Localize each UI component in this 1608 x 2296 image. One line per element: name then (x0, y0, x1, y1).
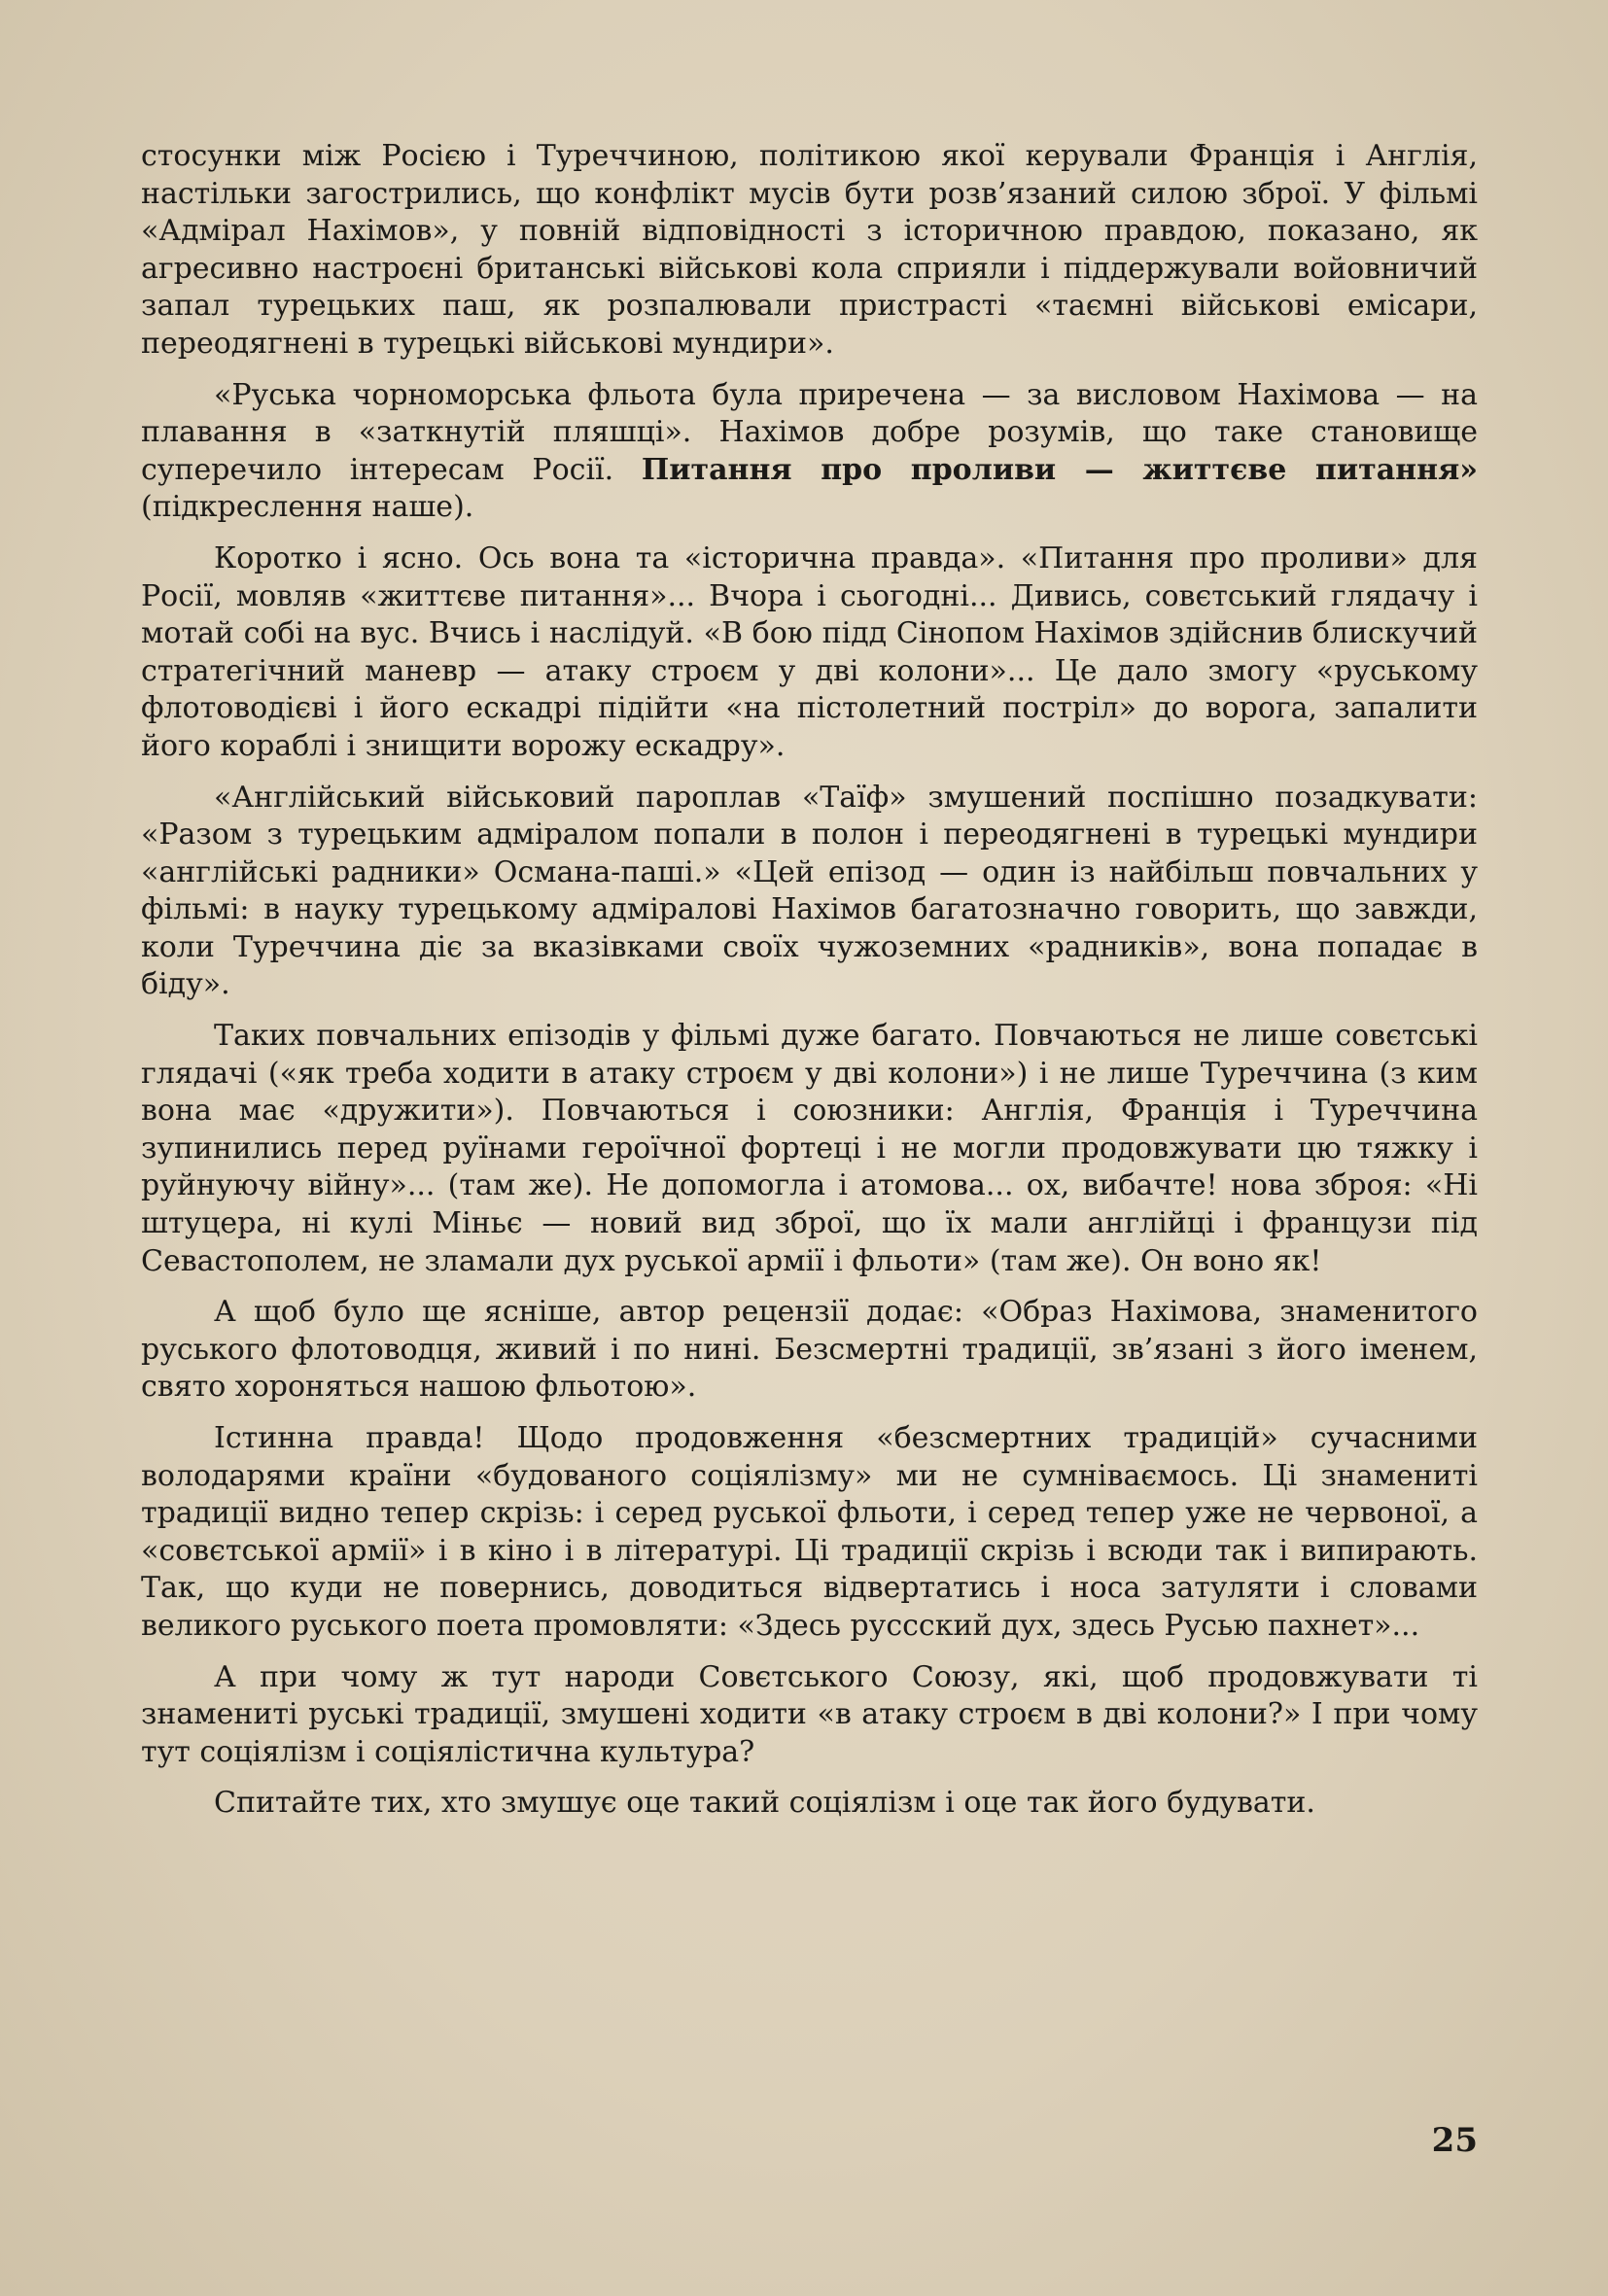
paragraph-1-text: стосунки між Росією і Туреччиною, політикою якої керували Франція і Англія, настільки загострились, що конфлікт мусів бути розв’язаний силою зброї. У фільмі «Адмірал Нахімов», у повній відповідності з історичною правдою, показано, як агресивно настроєні британські військові кола сприяли і піддержували войовничий запал турецьких паш, як розпалювали пристрасті «таємні військові емісари, переодягнені в турецькі військові мундири». (141, 139, 1478, 361)
paragraph-2-text: «Руська чорноморська фльота була приречена — за висловом Нахімова — на плавання в «заткнутій пляшці». Нахімов добре розумів, що таке становище суперечило інтересам Росії. (141, 377, 1478, 487)
page-number: 25 (1431, 2121, 1478, 2160)
paragraph-9-text: Спитайте тих, хто змушує оце такий соціялізм і оце так його будувати. (214, 1786, 1315, 1821)
paragraph-3 (141, 540, 1478, 766)
paragraph-5-text: Таких повчальних епізодів у фільмі дуже багато. Повчаються не лише совєтські глядачі («як треба ходити в атаку строєм у дві колони») і не лише Туреччина (з ким вона має «дружити»). Повчаються і союзники: Англія, Франція і Туреччина зупинились перед руїнами героїчної фортеці і не могли продовжувати цю тяжку і руйнуючу війну»... (там же). Не допомогла і атомова... ох, вибачте! нова зброя: «Ні штуцера, ні кулі Міньє — новий вид зброї, що їх мали англійці і французи під Севастополем, не зламали дух руської армії і фльоти» (там же). Он воно як! (141, 1019, 1478, 1278)
paragraph-4 (141, 780, 1478, 1005)
paragraph-3-text: Коротко і ясно. Ось вона та «історична правда». «Питання про проливи» для Росії, мовляв «життєве питання»... Вчора і сьогодні... Дивись, совєтський глядачу і мотай собі на вус. Вчись і наслідуй. «В бою підд Сінопом Нахімов здійснив блискучий стратегічний маневр — атаку строєм у дві колони»... Це дало змогу «руському флотоводієві і його ескадрі підійти «на пістолетний постріл» до ворога, запалити його кораблі і знищити ворожу ескадру». (141, 540, 1478, 763)
paragraph-2 (141, 377, 1478, 527)
paragraph-7 (141, 1420, 1478, 1646)
paragraph-2-tail: (підкреслення наше). (141, 490, 474, 525)
paragraph-2-bold-emphasis: Питання про проливи — життєве питання» (641, 452, 1478, 487)
paragraph-7-text: Істинна правда! Щодо продовження «безсмертних традицій» сучасними володарями країни «будованого соціялізму» ми не сумніваємось. Ці знамениті традиції видно тепер скрізь: і серед руської фльоти, і серед тепер уже не червоної, а «совєтської армії» і в кіно і в літературі. Ці традиції скрізь і всюди так і випирають. Так, що куди не повернись, доводиться відвертатись і носа затуляти і словами великого руського поета промовляти: «Здесь руссский дух, здесь Русью пахнет»... (141, 1421, 1478, 1643)
paragraph-1 (141, 138, 1478, 364)
paragraph-9 (141, 1785, 1478, 1823)
article-body (141, 138, 1478, 1823)
paragraph-6 (141, 1294, 1478, 1407)
paragraph-6-text: А щоб було ще ясніше, автор рецензії додає: «Образ Нахімова, знаменитого руського флотоводця, живий і по нині. Безсмертні традиції, зв’язані з його іменем, свято хороняться нашою фльотою». (141, 1295, 1478, 1405)
paragraph-8 (141, 1659, 1478, 1772)
paragraph-8-text: А при чому ж тут народи Совєтського Союзу, які, щоб продовжувати ті знамениті руські традиції, змушені ходити «в атаку строєм в дві колони?» І при чому тут соціялізм і соціялістична культура? (141, 1659, 1478, 1769)
paragraph-4-text: «Англійський військовий пароплав «Таїф» змушений поспішно позадкувати: «Разом з турецьким адміралом попали в полон і переодягнені в турецькі мундири «англійські радники» Османа-паші.» «Цей епізод — один із найбільш повчальних у фільмі: в науку турецькому адміралові Нахімов багатозначно говорить, що завжди, коли Туреччина діє за вказівками своїх чужоземних «радників», вона попадає в біду». (141, 780, 1478, 1002)
paragraph-5 (141, 1018, 1478, 1280)
